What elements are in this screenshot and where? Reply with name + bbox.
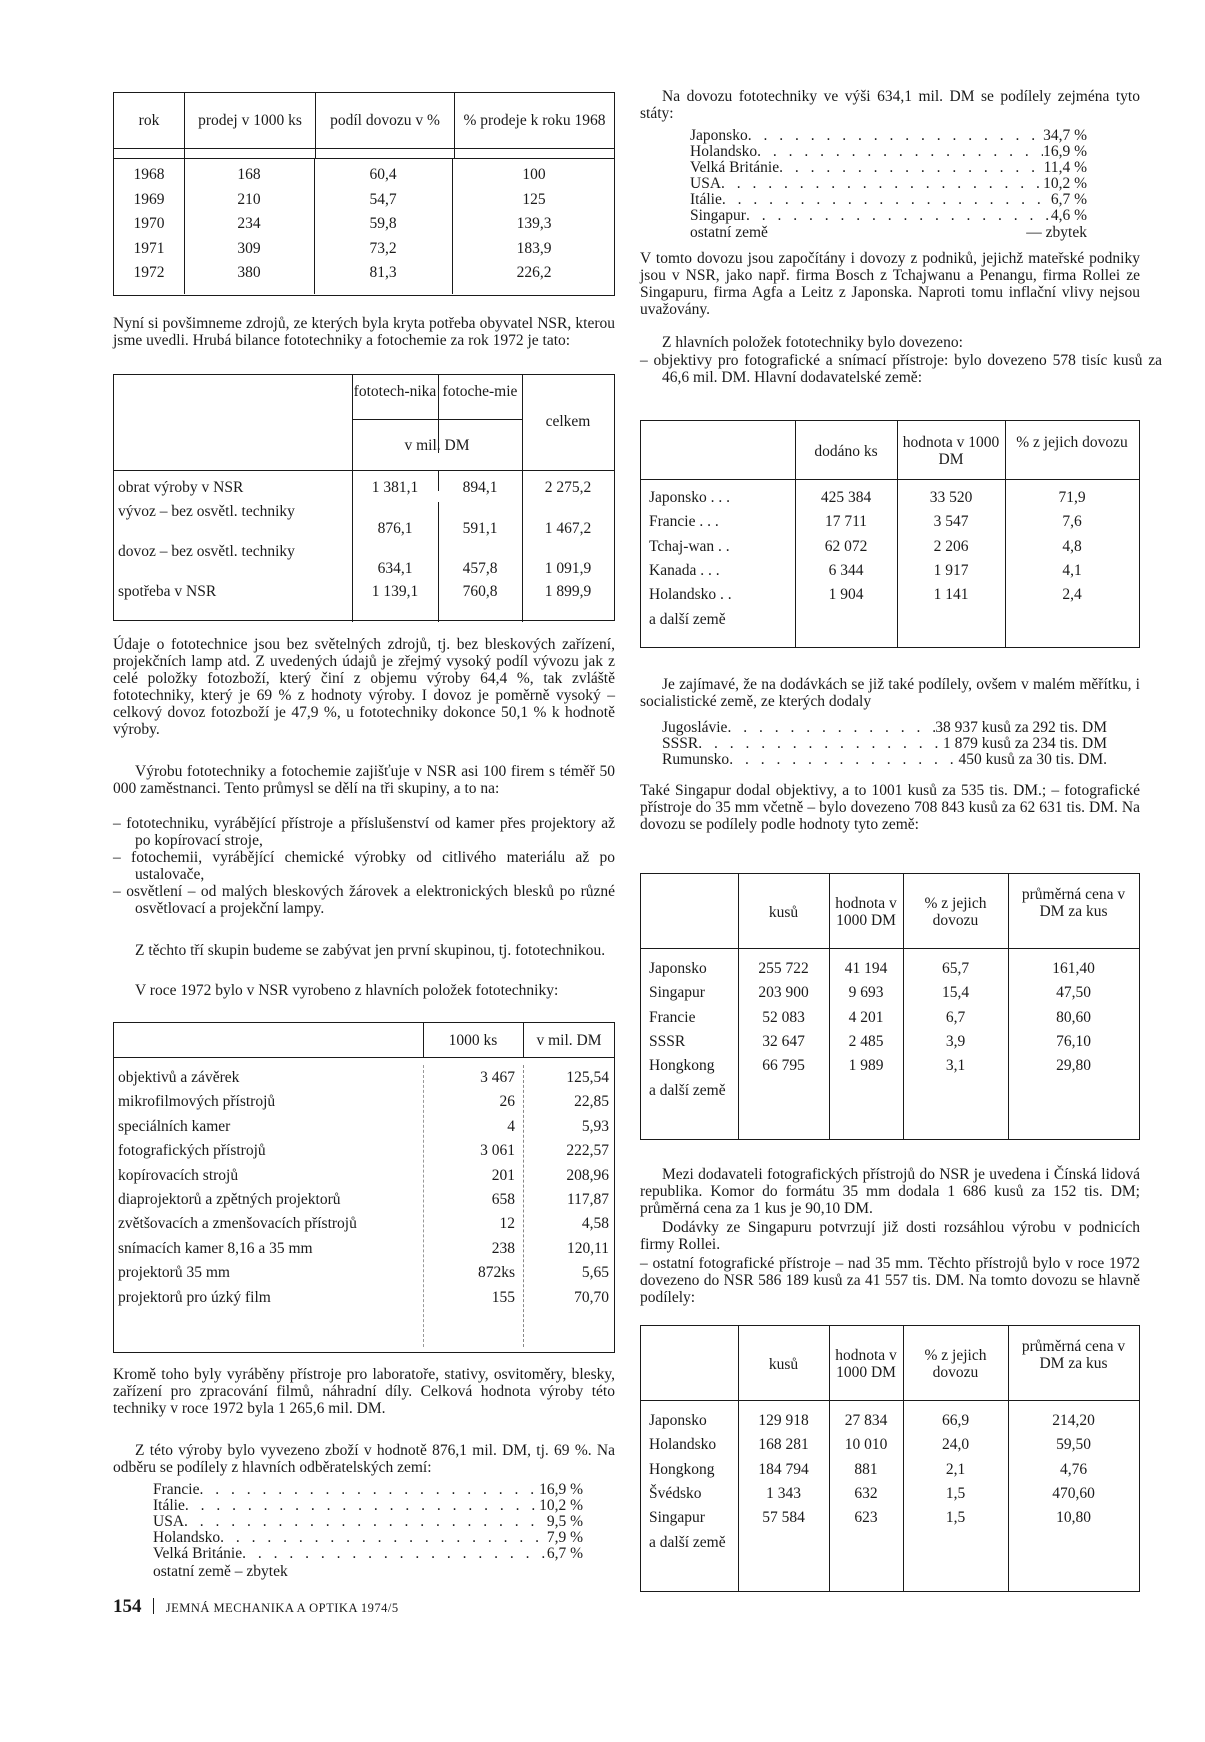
list-value: 7,9 % [546,1529,583,1546]
table-cell: 81,3 [369,264,397,281]
leader-dots [242,1546,547,1562]
import-rest-name: ostatní země [690,224,768,241]
table-cell: 1 899,9 [544,583,592,600]
table-cell: 1968 [133,166,165,183]
table-cell: 125 [522,190,546,208]
table-cell: 57 584 [762,1509,805,1527]
list-row [690,128,1087,144]
paragraph: Je zajímavé, že na dodávkách se již také podílely, ovšem v malém měřítku, i socialistické země, ze kterých dodaly [640,676,1140,710]
table-cell: 470,60 [1052,1484,1095,1502]
list-row [690,192,1087,208]
leader-dots [184,1514,547,1530]
col-header: % z jejich dovozu [1016,434,1128,451]
production-table [113,1022,615,1353]
list-name: Itálie [153,1497,185,1514]
table-cell: 457,8 [462,560,498,577]
list-name: USA [153,1513,185,1530]
table-cell: 3,1 [945,1057,966,1075]
table-cell: 7,6 [1062,513,1082,531]
list-name: SSSR [662,735,699,752]
header-celkem: celkem [545,413,591,430]
paragraph: Kromě toho byly vyráběny přístroje pro laboratoře, stativy, osvitoměry, blesky, zařízení pro zpracování filmů, náhradní díly. Celková hodnota výroby této techniky v roce 1972 byla 1 265,6 mil. DM. [113,1366,615,1417]
paragraph: Výrobu fototechniky a fotochemie zajišťuje v NSR asi 100 firem s téměř 50 000 zaměstnanci. Tento průmysl se dělí na tři skupiny, a to na: [113,763,615,797]
row-label: Švédsko [649,1484,702,1502]
table-cell: 255 722 [758,960,809,977]
table-cell: 6 344 [828,561,864,579]
table-cell: 10 010 [844,1436,888,1454]
table-cell: 168 [237,166,261,183]
export-rest: ostatní země – zbytek [153,1563,288,1580]
paragraph: Také Singapur dodal objektivy, a to 1001 kusů za 535 tis. DM.; – fotografické přístroje do 35 mm včetně – bylo dovezeno 708 843 kusů za 62 631 tis. DM. Na dovozu se podílely podle hodnoty tyto země: [640,782,1140,833]
list-name: Singapur [690,207,746,224]
table-cell: 2 275,2 [544,479,592,496]
header-fototechnika: fototech-nika [353,383,437,400]
row-label: Japonsko [649,1412,707,1429]
list-name: Holandsko [690,143,758,160]
table-cell: 1972 [133,264,165,281]
table-cell: 894,1 [462,479,498,496]
leader-dots [721,176,1043,192]
list-name: Itálie [690,191,722,208]
table-cell: 881 [854,1460,878,1478]
table-cell: 47,50 [1056,984,1091,1002]
group-item: – fotochemii, vyrábějící chemické výrobky od citlivého materiálu až po ustalovače, [113,849,615,883]
table-cell: 66 795 [762,1057,805,1075]
col-header: průměrná cena v DM za kus [1021,886,1126,920]
header-ks: 1000 ks [448,1032,498,1049]
table-cell: 155 [491,1288,515,1306]
list-value: 38 937 kusů za 292 tis. DM [935,719,1107,736]
paragraph: Mezi dodavateli fotografických přístrojů do NSR je uvedena i Čínská lidová republika. Komor do formátu 35 mm dodala 1 686 kusů za 152 tis. DM; průměrná cena za 1 kus je 90,10 DM. [640,1166,1140,1217]
paragraph: Z těchto tří skupin budeme se zabývat jen první skupinou, tj. fototechnikou. [135,942,606,959]
row-label: kopírovacích strojů [118,1166,239,1184]
table-cell: 2,1 [945,1460,966,1478]
row-other: a další země [649,1081,726,1099]
table-cell: 59,50 [1056,1436,1091,1454]
list-name: Japonsko [690,127,748,144]
leader-dots [199,1482,539,1498]
table-cell: 22,85 [574,1093,609,1111]
table-cell: 161,40 [1052,960,1095,977]
paragraph: Z hlavních položek fototechniky bylo dovezeno: [662,334,963,351]
table-cell: 120,11 [566,1239,609,1257]
row-label: zvětšovacích a zmenšovacích přístrojů [118,1215,357,1233]
list-row [153,1546,583,1562]
list-row [153,1530,583,1546]
col-header: podíl dovozu v % [316,93,455,149]
table-cell: 3 467 [480,1069,515,1086]
table-cell: 10,80 [1056,1509,1091,1527]
table-cell: 1 141 [933,586,969,604]
leader-dots [185,1498,539,1514]
table-cell: 100 [522,166,546,183]
other-cameras-table [640,1325,1140,1592]
table-cell: 3 061 [480,1142,515,1160]
list-name: Velká Británie [690,159,780,176]
table-cell: 1 989 [848,1057,884,1075]
table-cell: 238 [491,1239,515,1257]
import-list [690,128,1087,224]
list-row [662,752,1107,768]
col-header: hodnota v 1000 DM [902,434,1000,468]
table-cell: 876,1 [377,520,413,537]
table-cell: 2,4 [1062,586,1082,604]
row-label: spotřeba v NSR [118,583,217,600]
paragraph: Na dovozu fototechniky ve výši 634,1 mil. DM se podílely zejména tyto státy: [640,88,1140,122]
list-name: Rumunsko [662,751,730,768]
export-list [153,1482,583,1562]
list-value: 4,6 % [1050,207,1087,224]
table-cell: 139,3 [516,215,552,232]
header-dm: v mil. DM [536,1032,602,1049]
table-cell: 1,5 [945,1484,966,1502]
group-item: – fototechniku, vyrábějící přístroje a příslušenství od kamer přes projektory až po kopírovací stroje, [113,815,615,849]
row-label: speciálních kamer [118,1117,231,1135]
list-row [662,736,1107,752]
table-cell: 125,54 [566,1069,609,1086]
table-cell: 27 834 [844,1412,888,1429]
table-cell: 80,60 [1056,1008,1091,1026]
import-rest [690,224,1087,241]
list-row [690,160,1087,176]
paragraph: – objektivy pro fotografické a snímací přístroje: bylo dovezeno 578 tisíc kusů za 46,6 mil. DM. Hlavní dodavatelské země: [640,352,1162,386]
table-cell: 4,76 [1059,1460,1088,1478]
leader-dots [698,736,943,752]
list-value: 11,4 % [1043,159,1087,176]
table-cell: 201 [491,1166,515,1184]
col-header: % z jejich dovozu [924,1347,987,1381]
list-value: 10,2 % [1043,175,1087,192]
list-value: 9,5 % [546,1513,583,1530]
row-label: Francie [649,1008,696,1026]
list-row [662,720,1107,736]
group-item: – osvětlení – od malých bleskových žárovek a elektronických blesků po různé osvětlovací a projekční lampy. [113,883,615,917]
row-label: Japonsko [649,960,707,977]
table-cell: 70,70 [574,1288,609,1306]
table-cell: 54,7 [369,190,397,208]
paragraph: Z této výroby bylo vyvezeno zboží v hodnotě 876,1 mil. DM, tj. 69 %. Na odběru se podílely z hlavních odběratelských zemí: [113,1442,615,1476]
row-label: objektivů a závěrek [118,1069,240,1086]
table-cell: 425 384 [820,489,872,506]
table-cell: 623 [854,1509,878,1527]
table-cell: 65,7 [941,960,970,977]
table-cell: 632 [854,1484,878,1502]
list-row [153,1498,583,1514]
table-cell: 4,8 [1062,537,1082,555]
leader-dots [746,208,1051,224]
leader-dots [729,752,958,768]
list-row [690,144,1087,160]
list-name: Jugoslávie [662,719,728,736]
table-cell: 1971 [133,239,165,257]
paragraph: V tomto dovozu jsou započítány i dovozy z podniků, jejichž mateřské podniky jsou v NSR, jako např. firma Bosch z Tchajwanu a Penangu, firma Rollei ze Singapuru, firma Agfa a Leitz z Japonska. Naproti tomu inflační vlivy nejsou uvažovány. [640,250,1140,318]
table-cell: 183,9 [516,239,552,257]
page-number: 154 [113,1596,142,1617]
row-label: Singapur [649,1509,705,1527]
list-value: 1 879 kusů za 234 tis. DM [942,735,1107,752]
table-cell: 59,8 [369,215,397,232]
table-cell: 117,87 [566,1191,609,1208]
row-label: mikrofilmových přístrojů [118,1093,276,1111]
table-cell: 62 072 [824,537,868,555]
socialist-list [662,720,1107,768]
table-cell: 184 794 [758,1460,809,1478]
table-cell: 1969 [133,190,165,208]
row-label: Japonsko . . . [649,489,730,506]
table-cell: 658 [491,1191,515,1208]
balance-table [113,374,615,621]
table-cell: 60,4 [369,166,397,183]
table-cell: 41 194 [844,960,888,977]
list-name: Francie [153,1481,200,1498]
table-cell: 1 343 [766,1484,801,1502]
table-cell: 3 547 [933,513,969,531]
table-cell: 12 [499,1215,515,1233]
table-cell: 203 900 [758,984,809,1002]
col-header: prodej v 1000 ks [185,93,316,149]
list-name: Holandsko [153,1529,221,1546]
table-cell: 2 206 [933,537,969,555]
table-cell: 4 [507,1117,515,1135]
list-row [153,1482,583,1498]
table-cell: 3,9 [945,1032,966,1050]
row-label: fotografických přístrojů [118,1142,266,1160]
list-value: 6,7 % [546,1545,583,1562]
table-cell: 1970 [133,215,165,232]
row-label: vývoz – bez osvětl. techniky [118,503,295,520]
page-footer [113,1598,399,1617]
col-header: % prodeje k roku 1968 [455,93,615,149]
cameras-table [640,873,1140,1140]
list-value: 10,2 % [539,1497,583,1514]
leader-dots [727,720,935,736]
sales-table-body [113,158,615,296]
row-label: projektorů 35 mm [118,1264,230,1282]
list-value: 16,9 % [1043,143,1087,160]
row-label: Francie . . . [649,513,719,531]
list-value: 34,7 % [1043,127,1087,144]
objectives-table [640,420,1140,648]
row-label: dovoz – bez osvětl. techniky [118,543,295,560]
table-cell: 214,20 [1052,1412,1095,1429]
paragraph: – ostatní fotografické přístroje – nad 35 mm. Těchto přístrojů bylo v roce 1972 dovezeno do NSR 586 189 kusů za 41 557 tis. DM. Na tomto dovozu se hlavně podílely: [640,1255,1140,1306]
table-cell: 208,96 [566,1166,609,1184]
table-cell: 24,0 [941,1436,970,1454]
sales-table-rows [113,162,615,300]
table-cell: 4,58 [581,1215,609,1233]
table-cell: 17 711 [824,513,868,531]
col-header: kusů [768,1356,799,1373]
col-header: průměrná cena v DM za kus [1021,1338,1126,1372]
row-label: Holandsko . . [649,586,732,604]
col-header: hodnota v 1000 DM [835,1347,897,1381]
header-fotochemie: fotoche-mie [442,383,518,400]
table-cell: 1 904 [828,586,864,604]
leader-dots [722,192,1051,208]
col-header: kusů [768,904,799,921]
row-label: obrat výroby v NSR [118,479,244,496]
table-cell: 32 647 [762,1032,805,1050]
journal-title: JEMNÁ MECHANIKA A OPTIKA 1974/5 [165,1601,399,1615]
table-cell: 73,2 [369,239,397,257]
row-label: Singapur [649,984,705,1002]
col-header: rok [138,112,160,129]
table-cell: 226,2 [516,264,552,281]
table-cell: 33 520 [929,489,973,506]
row-label: Tchaj-wan . . [649,537,730,555]
row-other: a další země [649,610,726,628]
table-cell: 52 083 [762,1008,805,1026]
table-cell: 222,57 [566,1142,609,1160]
table-header [114,93,615,149]
table-cell: 4,1 [1062,561,1082,579]
sales-table [113,92,615,159]
paragraph: Údaje o fototechnice jsou bez světelných zdrojů, tj. bez bleskových zařízení, projekčních lamp atd. Z uvedených údajů je zřejmý vysoký podíl vývozu jak z celé položky fotozboží, který činí z objemu výroby 64,4 %, tak zvláště fototechniky, který je 69 % z hodnoty výroby. I dovoz je poměrně vysoký – celkový dovoz fotozboží je 47,9 %, u fototechniky dokonce 50,1 % k hodnotě výroby. [113,636,615,738]
paragraph: Nyní si povšimneme zdrojů, ze kterých byla kryta potřeba obyvatel NSR, kterou jsme uvedli. Hrubá bilance fototechniky a fotochemie za rok 1972 je tato: [113,315,615,349]
list-name: Velká Británie [153,1545,243,1562]
list-row [153,1514,583,1530]
list-value: 450 kusů za 30 tis. DM. [958,751,1107,768]
leader-dots [757,144,1043,160]
list-value: 16,9 % [539,1481,583,1498]
table-cell: 76,10 [1056,1032,1091,1050]
table-cell: 1 917 [933,561,969,579]
table-cell: 234 [237,215,261,232]
table-cell: 6,7 [945,1008,966,1026]
col-header: dodáno ks [814,443,878,460]
table-cell: 591,1 [462,520,498,537]
group-list [113,815,615,917]
col-header: hodnota v 1000 DM [835,895,897,929]
import-rest-value: — zbytek [1026,224,1087,241]
table-cell: 5,65 [581,1264,609,1282]
table-cell: 66,9 [941,1412,970,1429]
table-cell: 71,9 [1058,489,1086,506]
header-unit: v mil. DM [404,437,470,454]
list-row [690,208,1087,224]
paragraph: V roce 1972 bylo v NSR vyrobeno z hlavních položek fototechniky: [135,982,559,999]
table-cell: 129 918 [758,1412,809,1429]
table-cell: 1 139,1 [371,583,419,600]
table-cell: 5,93 [581,1117,609,1135]
table-cell: 380 [237,264,261,281]
leader-dots [779,160,1044,176]
leader-dots [748,128,1043,144]
table-cell: 26 [499,1093,515,1111]
table-cell: 872ks [477,1264,515,1282]
table-cell: 309 [237,239,261,257]
table-cell: 29,80 [1056,1057,1091,1075]
table-cell: 210 [237,190,261,208]
row-label: Hongkong [649,1460,715,1478]
row-label: Holandsko [649,1436,717,1454]
table-cell: 1 381,1 [371,479,419,496]
list-value: 6,7 % [1050,191,1087,208]
row-label: snímacích kamer 8,16 a 35 mm [118,1239,313,1257]
row-label: Hongkong [649,1057,715,1075]
paragraph: Dodávky ze Singapuru potvrzují již dosti rozsáhlou výrobu v podnicích firmy Rollei. [640,1219,1140,1253]
list-row [690,176,1087,192]
table-cell: 168 281 [758,1436,809,1454]
table-cell: 1,5 [945,1509,966,1527]
row-label: projektorů pro úzký film [118,1288,271,1306]
row-label: SSSR [649,1032,686,1050]
list-name: USA [690,175,722,192]
row-label: Kanada . . . [649,561,720,579]
table-cell: 2 485 [848,1032,884,1050]
col-header: % z jejich dovozu [924,895,987,929]
table-cell: 760,8 [462,583,498,600]
table-cell: 634,1 [377,560,413,577]
table-cell: 1 467,2 [544,520,592,537]
table-cell: 4 201 [848,1008,884,1026]
table-cell: 15,4 [941,984,970,1002]
leader-dots [220,1530,547,1546]
row-other: a další země [649,1533,726,1551]
table-cell: 9 693 [848,984,884,1002]
row-label: diaprojektorů a zpětných projektorů [118,1191,341,1208]
table-cell: 1 091,9 [544,560,592,577]
